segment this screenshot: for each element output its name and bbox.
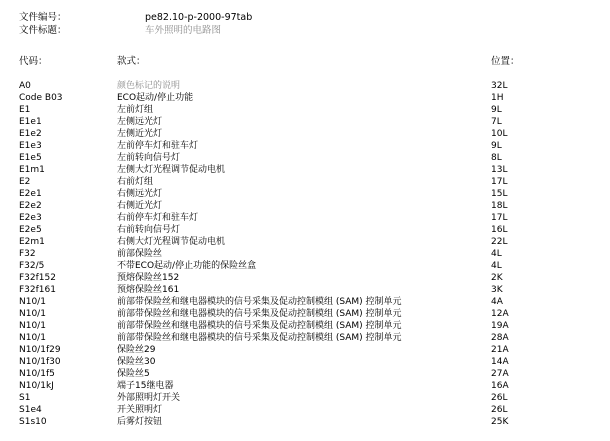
row-description: 预熔保险丝152	[117, 273, 180, 283]
row-position: 27A	[491, 369, 509, 379]
row-position: 4L	[491, 249, 502, 259]
row-description: ECO起动/停止功能	[117, 93, 194, 103]
row-position: 15L	[491, 189, 508, 199]
document-meta	[19, 11, 599, 37]
row-code: F32/5	[19, 261, 45, 271]
table-row	[19, 116, 599, 128]
table-row	[19, 176, 599, 188]
row-description: 前部带保险丝和继电器模块的信号采集及促动控制模组 (SAM) 控制单元	[117, 321, 402, 331]
table-row	[19, 164, 599, 176]
document-title-row	[19, 24, 599, 37]
table-row	[19, 152, 599, 164]
row-code: E1e3	[19, 141, 42, 151]
table-header	[19, 55, 599, 68]
header-position: 位置：	[491, 56, 520, 67]
row-code: N10/1kJ	[19, 381, 54, 391]
row-code: Code B03	[19, 93, 63, 103]
row-position: 1H	[491, 93, 504, 103]
row-position: 28A	[491, 333, 509, 343]
row-description: 预熔保险丝161	[117, 285, 180, 295]
row-code: E1	[19, 105, 31, 115]
row-code: F32f152	[19, 273, 56, 283]
table-row	[19, 416, 599, 428]
row-code: E2e3	[19, 213, 42, 223]
table-row	[19, 140, 599, 152]
row-position: 9L	[491, 141, 502, 151]
document-title-value: 车外照明的电路图	[145, 25, 222, 36]
row-description: 右前转向信号灯	[117, 225, 181, 235]
row-position: 10L	[491, 129, 508, 139]
row-code: N10/1f30	[19, 357, 61, 367]
row-code: S1s10	[19, 417, 47, 427]
row-description: 右前停车灯和驻车灯	[117, 213, 199, 223]
row-position: 17L	[491, 177, 508, 187]
row-description: 右侧大灯光程调节促动电机	[117, 237, 226, 247]
row-code: N10/1	[19, 309, 46, 319]
row-code: N10/1	[19, 333, 46, 343]
table-row	[19, 224, 599, 236]
row-code: N10/1	[19, 297, 46, 307]
row-position: 16L	[491, 225, 508, 235]
row-code: E1e2	[19, 129, 42, 139]
row-code: E1m1	[19, 165, 45, 175]
row-description: 左侧远光灯	[117, 117, 163, 127]
row-position: 32L	[491, 81, 508, 91]
header-code: 代码：	[19, 56, 48, 67]
table-row	[19, 392, 599, 404]
table-row	[19, 104, 599, 116]
row-position: 14A	[491, 357, 509, 367]
row-position: 17L	[491, 213, 508, 223]
row-code: E1e5	[19, 153, 42, 163]
row-description: 保险丝29	[117, 345, 156, 355]
table-row	[19, 332, 599, 344]
row-description: 端子15继电器	[117, 381, 174, 391]
document-title-label: 文件标题：	[19, 25, 67, 36]
table-row	[19, 212, 599, 224]
table-row	[19, 308, 599, 320]
table-row	[19, 92, 599, 104]
row-description: 颜色标记的说明	[117, 81, 181, 91]
row-position: 4A	[491, 297, 503, 307]
row-description: 右侧远光灯	[117, 189, 163, 199]
row-description: 后雾灯按钮	[117, 417, 163, 427]
table-row	[19, 404, 599, 416]
row-position: 16A	[491, 381, 509, 391]
table-row	[19, 296, 599, 308]
row-position: 12A	[491, 309, 509, 319]
row-description: 前部带保险丝和继电器模块的信号采集及促动控制模组 (SAM) 控制单元	[117, 297, 402, 307]
row-code: E2e1	[19, 189, 42, 199]
row-code: A0	[19, 81, 31, 91]
row-description: 左侧大灯光程调节促动电机	[117, 165, 226, 175]
table-row	[19, 128, 599, 140]
table-row	[19, 272, 599, 284]
row-position: 25K	[491, 417, 509, 427]
row-position: 9L	[491, 105, 502, 115]
document-number-row	[19, 11, 599, 24]
table-row	[19, 368, 599, 380]
row-code: E2e5	[19, 225, 42, 235]
row-code: E2	[19, 177, 31, 187]
table-row	[19, 284, 599, 296]
row-code: F32f161	[19, 285, 56, 295]
row-code: N10/1f29	[19, 345, 61, 355]
row-description: 右前灯组	[117, 177, 154, 187]
row-position: 21A	[491, 345, 509, 355]
table-row	[19, 344, 599, 356]
row-position: 26L	[491, 405, 508, 415]
row-description: 保险丝30	[117, 357, 156, 367]
row-code: S1	[19, 393, 31, 403]
table-row	[19, 248, 599, 260]
table-row	[19, 380, 599, 392]
row-code: N10/1f5	[19, 369, 55, 379]
table-row	[19, 80, 599, 92]
component-table	[19, 80, 599, 428]
row-position: 4L	[491, 261, 502, 271]
row-code: E1e1	[19, 117, 42, 127]
row-code: N10/1	[19, 321, 46, 331]
header-description: 款式：	[117, 56, 146, 67]
row-position: 3K	[491, 285, 503, 295]
row-code: S1e4	[19, 405, 42, 415]
row-description: 前部带保险丝和继电器模块的信号采集及促动控制模组 (SAM) 控制单元	[117, 333, 402, 343]
row-description: 左侧近光灯	[117, 129, 163, 139]
row-description: 开关照明灯	[117, 405, 163, 415]
row-description: 保险丝5	[117, 369, 150, 379]
row-position: 19A	[491, 321, 509, 331]
table-row	[19, 356, 599, 368]
document-number-label: 文件编号：	[19, 12, 67, 23]
row-position: 18L	[491, 201, 508, 211]
row-description: 不带ECO起动/停止功能的保险丝盒	[117, 261, 257, 271]
table-row	[19, 320, 599, 332]
row-description: 外部照明灯开关	[117, 393, 181, 403]
row-description: 左前转向信号灯	[117, 153, 181, 163]
row-position: 26L	[491, 393, 508, 403]
table-row	[19, 236, 599, 248]
table-row	[19, 260, 599, 272]
row-code: F32	[19, 249, 36, 259]
row-position: 22L	[491, 237, 508, 247]
row-position: 7L	[491, 117, 502, 127]
row-code: E2e2	[19, 201, 42, 211]
row-description: 前部带保险丝和继电器模块的信号采集及促动控制模组 (SAM) 控制单元	[117, 309, 402, 319]
row-position: 8L	[491, 153, 502, 163]
table-row	[19, 200, 599, 212]
row-position: 13L	[491, 165, 508, 175]
row-description: 左前停车灯和驻车灯	[117, 141, 199, 151]
table-row	[19, 188, 599, 200]
row-description: 左前灯组	[117, 105, 154, 115]
document-number-value: pe82.10-p-2000-97tab	[145, 12, 253, 23]
row-description: 前部保险丝	[117, 249, 163, 259]
row-position: 2K	[491, 273, 503, 283]
row-description: 右侧近光灯	[117, 201, 163, 211]
row-code: E2m1	[19, 237, 45, 247]
